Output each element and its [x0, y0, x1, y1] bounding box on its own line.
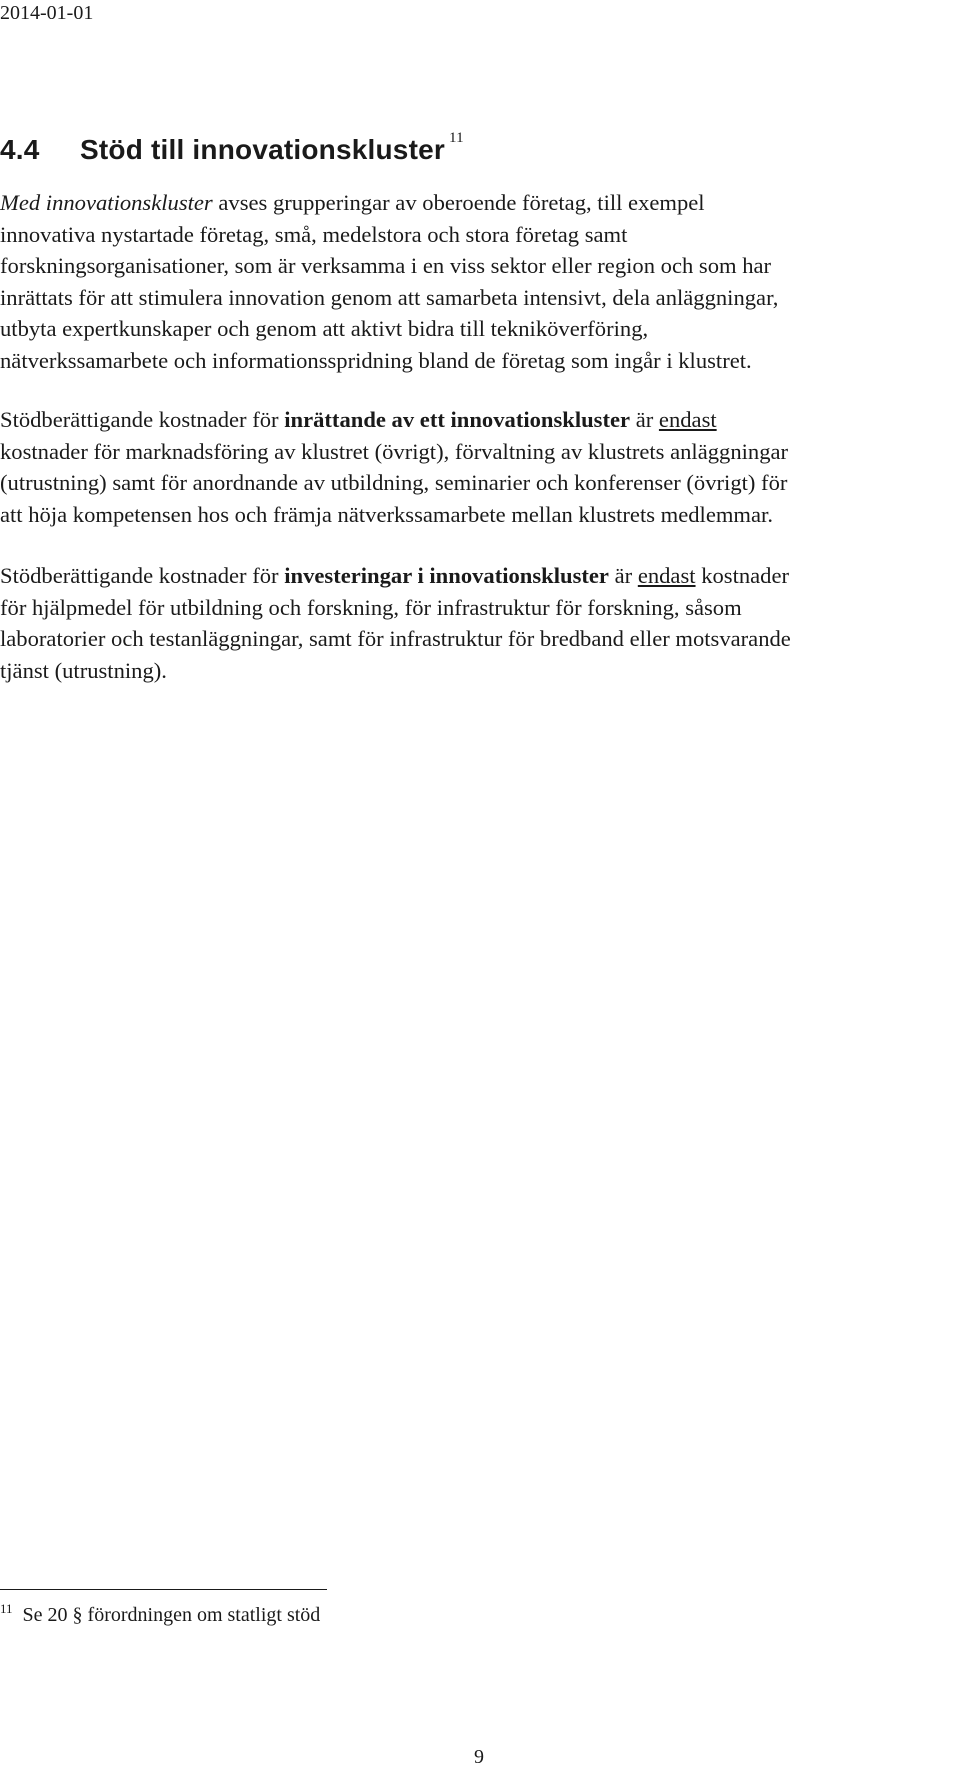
paragraph-line: laboratorier och testanläggningar, samt för infrastruktur för bredband eller motsvarande [0, 626, 791, 651]
paragraph-investment-costs [0, 560, 958, 686]
paragraph-line [0, 404, 958, 436]
line-text: är [630, 407, 659, 432]
line-text: Stödberättigande kostnader för [0, 407, 285, 432]
section-heading [0, 130, 464, 166]
document-date: 2014-01-01 [0, 2, 94, 24]
paragraph-line [0, 560, 958, 592]
footnote-reference: 11 [448, 130, 464, 146]
footnote-divider [0, 1589, 327, 1590]
underlined-word: endast [637, 563, 696, 588]
paragraph-line: utbyta expertkunskaper och genom att aktivt bidra till tekniköverföring, [0, 316, 649, 341]
paragraph-line: kostnader för marknadsföring av klustret (övrigt), förvaltning av klustrets anläggningar [0, 438, 789, 464]
section-number: 4.4 [0, 134, 40, 165]
paragraph-line: inrättats för att stimulera innovation genom att samarbeta intensivt, dela anläggningar, [0, 284, 779, 310]
line-text: Stödberättigande kostnader för [0, 563, 285, 588]
paragraph-establishment-costs [0, 404, 958, 530]
footnote-text: Se 20 § förordningen om statligt stöd [22, 1604, 321, 1626]
line-text: kostnader [695, 563, 790, 588]
footnote-marker: 11 [0, 1601, 13, 1616]
paragraph-definition [0, 187, 958, 376]
paragraph-line: att höja kompetensen hos och främja nätverkssamarbete mellan klustrets medlemmar. [0, 501, 773, 527]
paragraph-line: tjänst (utrustning). [0, 657, 167, 683]
bold-phrase: investeringar i innovationskluster [284, 563, 609, 588]
section-title: Stöd till innovationskluster [80, 134, 445, 165]
underlined-word: endast [658, 407, 717, 432]
paragraph-line: nätverkssamarbete och informationsspridning bland de företag som ingår i klustret. [0, 347, 752, 373]
paragraph-line: forskningsorganisationer, som är verksamma i en viss sektor eller region och som har [0, 253, 772, 278]
page-number: 9 [474, 1746, 484, 1768]
paragraph-line: för hjälpmedel för utbildning och forskning, för infrastruktur för forskning, såsom [0, 594, 742, 620]
paragraph-line [0, 187, 958, 219]
bold-phrase: inrättande av ett innovationskluster [284, 407, 631, 432]
footnote [0, 1601, 321, 1627]
paragraph-line: innovativa nystartade företag, små, medelstora och stora företag samt [0, 221, 628, 247]
defined-term: Med innovationskluster [0, 190, 213, 215]
line-text: är [608, 563, 638, 588]
line-text: avses grupperingar av oberoende företag, till exempel [212, 190, 705, 215]
paragraph-line: (utrustning) samt för anordnande av utbildning, seminarier och konferenser (övrigt) för [0, 470, 788, 495]
